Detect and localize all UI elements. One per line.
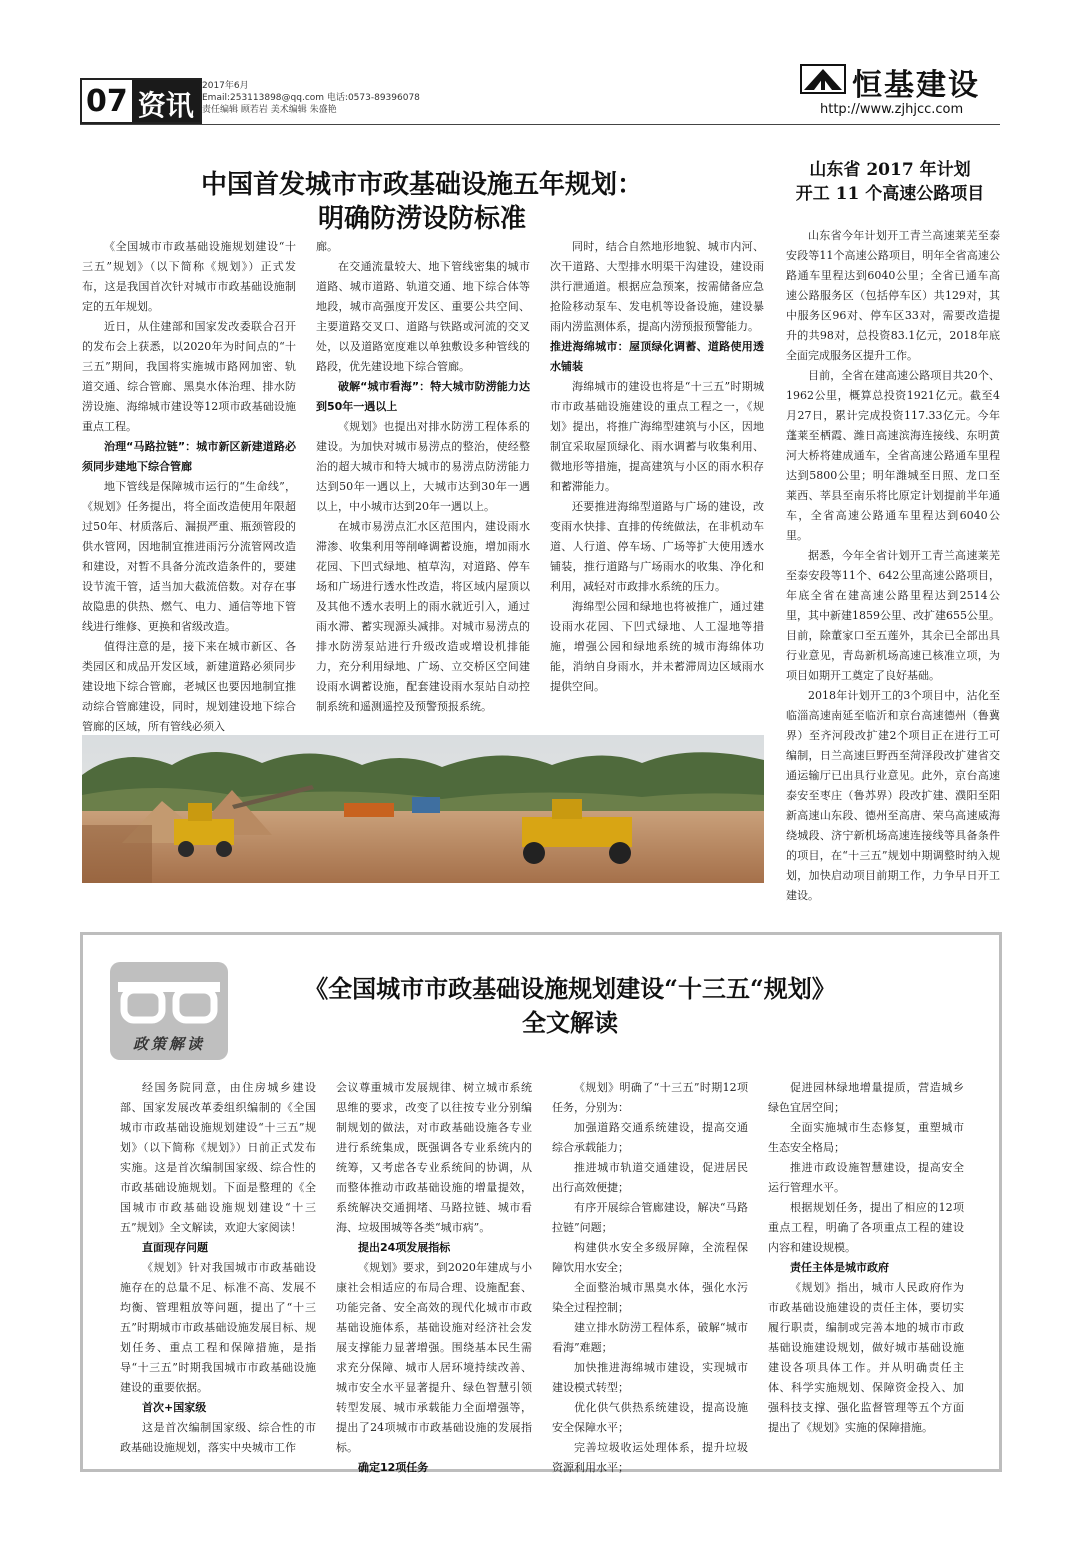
paragraph: 促进园林绿地增量提质，营造城乡绿色宜居空间；	[768, 1081, 964, 1114]
subheading: 直面现存问题	[142, 1241, 208, 1254]
box-column-4	[768, 1078, 964, 1438]
issue-meta	[202, 80, 420, 116]
paragraph: 推进城市轨道交通建设，促进居民出行高效便捷；	[552, 1161, 748, 1194]
paragraph: 加强道路交通系统建设，提高交通综合承载能力；	[552, 1121, 748, 1154]
construction-site-photo	[82, 735, 764, 883]
section-name: 资讯	[132, 80, 200, 122]
subheading: 破解“城市看海”：特大城市防涝能力达到50年一遇以上	[316, 380, 530, 413]
badge-label: 政策解读	[132, 1035, 205, 1053]
main-article-column-1	[82, 237, 296, 737]
paragraph: 还要推进海绵型道路与广场的建设，改变雨水快排、直排的传统做法，在非机动车道、人行道、停车场、广场等扩大使用透水铺装，推行道路与广场雨水的收集、净化和利用，减轻对市政排水系统的压力。	[550, 500, 764, 593]
paragraph: 有序开展综合管廊建设，解决“马路拉链”问题；	[552, 1201, 748, 1234]
paragraph: 加快推进海绵城市建设，实现城市建设模式转型；	[552, 1361, 748, 1394]
paragraph: 全面整治城市黑臭水体，强化水污染全过程控制；	[552, 1281, 748, 1314]
side-title-line-2: 开工 11 个高速公路项目	[795, 184, 985, 204]
paragraph: 同时，结合自然地形地貌、城市内河、次干道路、大型排水明渠干沟建设，建设雨洪行泄通道。根据应急预案，按需储备应急抢险移动泵车、发电机等设备设施，建设暴雨内涝监测体系，提高内涝预报预警能力。	[550, 240, 764, 333]
paragraph: 海绵城市的建设也将是“十三五”时期城市市政基础设施建设的重点工程之一，《规划》提出，将推广海绵型建筑与小区，因地制宜采取屋顶绿化、雨水调蓄与收集利用、微地形等措施，提高建筑与小区的雨水积存和蓄滞能力。	[550, 380, 764, 493]
box-title-line-1: 《全国城市市政基础设施规划建设“十三五“规划》	[304, 974, 836, 1003]
editor-credits: 责任编辑 顾若岩 美术编辑 朱盛艳	[202, 105, 337, 115]
side-article-body	[786, 226, 1000, 906]
side-title-line-1: 山东省 2017 年计划	[809, 160, 971, 180]
paragraph: 《规划》要求，到2020年建成与小康社会相适应的布局合理、设施配套、功能完备、安全高效的现代化城市市政基础设施体系，基础设施对经济社会发展支撑能力显著增强。围绕基本民生需求充分保障、城市人居环境持续改善、城市安全水平显著提升、绿色智慧引领转型发展、城市承载能力全面增强等，提出了24项城市市政基础设施的发展指标。	[336, 1261, 532, 1454]
company-logo-icon	[800, 64, 846, 94]
paragraph: 山东省今年计划开工青兰高速莱芜至泰安段等11个高速公路项目，明年全省高速公路通车里程达到6040公里；全省已通车高速公路服务区（包括停车区）共129对，其中服务区96对、停车区33对，需要改造提升的共98对，总投资83.1亿元，2018年底全面完成服务区提升工作。	[786, 229, 1000, 362]
glasses-icon	[110, 972, 228, 1032]
paragraph: 近日，从住建部和国家发改委联合召开的发布会上获悉，以2020年为时间点的“十三五”期间，我国将实施城市路网加密、轨道交通、综合管廊、黑臭水体治理、排水防涝设施、海绵城市建设等12项市政基础设施重点工程。	[82, 320, 296, 433]
paragraph: 建立排水防涝工程体系，破解“城市看海”难题；	[552, 1321, 748, 1354]
paragraph: 海绵型公园和绿地也将被推广，通过建设雨水花园、下凹式绿地、人工湿地等措施，增强公园和绿地系统的城市海绵体功能，消纳自身雨水，并未蓄滞周边区域雨水提供空间。	[550, 600, 764, 693]
box-column-3	[552, 1078, 748, 1478]
issue-date: 2017年6月	[202, 81, 249, 91]
page-number-block	[80, 78, 202, 124]
paragraph: 在交通流量较大、地下管线密集的城市道路、城市道路、轨道交通、地下综合体等地段，城市高强度开发区、重要公共空间、主要道路交叉口、道路与铁路或河流的交叉处，以及道路宽度难以单独敷设多种管线的路段，优先建设地下综合管廊。	[316, 260, 530, 373]
main-title-line-2: 明确防涝设防标准	[317, 204, 526, 234]
paragraph: 《规划》指出，城市人民政府作为市政基础设施建设的责任主体，要切实履行职责，编制或完善本地的城市市政基础设施建设规划，做好城市基础设施建设各项具体工作。并从明确责任主体、科学实施规划、保障资金投入、加强科技支撑、强化监督管理等五个方面提出了《规划》实施的保障措施。	[768, 1281, 964, 1434]
header-rule	[80, 124, 1000, 125]
paragraph: 廊。	[316, 240, 338, 253]
paragraph: 会议尊重城市发展规律、树立城市系统思维的要求，改变了以往按专业分别编制规划的做法，对市政基础设施各专业进行系统集成，既强调各专业系统内的统筹，又考虑各专业系统间的协调，从而整体推动市政基础设施的增量提效，系统解决交通拥堵、马路拉链、城市看海、垃圾围城等各类“城市病”。	[336, 1081, 532, 1234]
box-column-2	[336, 1078, 532, 1478]
paragraph: 完善垃圾收运处理体系，提升垃圾资源利用水平；	[552, 1441, 748, 1474]
company-name: 恒基建设	[852, 68, 980, 103]
paragraph: 经国务院同意，由住房城乡建设部、国家发展改革委组织编制的《全国城市市政基础设施规划建设“十三五”规划》（以下简称《规划》）日前正式发布实施。这是首次编制国家级、综合性的市政基础设施规划。下面是整理的《全国城市市政基础设施规划建设“十三五”规划》全文解读，欢迎大家阅读！	[120, 1081, 316, 1234]
paragraph: 构建供水安全多级屏障，全流程保障饮用水安全；	[552, 1241, 748, 1274]
subheading: 确定12项任务	[358, 1461, 429, 1474]
subheading: 推进海绵城市：屋顶绿化调蓄、道路使用透水铺装	[550, 340, 764, 373]
paragraph: 2018年计划开工的3个项目中，沾化至临淄高速南延至临沂和京台高速德州（鲁冀界）至齐河段改扩建2个项目正在进行工可编制，日兰高速巨野西至菏泽段改扩建省交通运输厅已出具行业意见。此外，京台高速泰安至枣庄（鲁苏界）段改扩建、濮阳至阳新高速山东段、德州至高唐、荣乌高速威海绕城段、济宁新机场高速连接线等具备条件的项目，在“十三五”规划中期调整时纳入规划，加快启动项目前期工作，力争早日开工建设。	[786, 689, 1000, 902]
main-article-column-2	[316, 237, 530, 717]
contact-info: Email:253113898@qq.com 电话:0573-89396078	[202, 93, 420, 103]
paragraph: 《规划》也提出对排水防涝工程体系的建设。为加快对城市易涝点的整治，使经整治的超大城市和特大城市的易涝点防涝能力达到50年一遇以上，大城市达到30年一遇以上，中小城市达到20年一遇以上。	[316, 420, 530, 513]
policy-interpretation-badge	[110, 962, 228, 1060]
main-title-line-1: 中国首发城市市政基础设施五年规划：	[200, 170, 643, 200]
paragraph: 地下管线是保障城市运行的“生命线”，《规划》任务提出，将全面改造使用年限超过50年、材质落后、漏损严重、瓶颈管段的供水管网，因地制宜推进雨污分流管网改造和建设，对暂不具备分流改造条件的，要建设节流干管，适当加大截流倍数。对存在事故隐患的供热、燃气、电力、通信等地下管线进行维修、更换和省级改造。	[82, 480, 296, 633]
paragraph: 推进市政设施智慧建设，提高安全运行管理水平。	[768, 1161, 964, 1194]
side-article-title	[780, 158, 1000, 206]
box-column-1	[120, 1078, 316, 1458]
subheading: 首次+国家级	[142, 1401, 207, 1414]
main-article-column-3	[550, 237, 764, 697]
paragraph: 全面实施城市生态修复，重塑城市生态安全格局；	[768, 1121, 964, 1154]
paragraph: 根据规划任务，提出了相应的12项重点工程，明确了各项重点工程的建设内容和建设规模。	[768, 1201, 964, 1254]
company-logo	[800, 60, 1000, 122]
subheading: 责任主体是城市政府	[790, 1261, 889, 1274]
subheading: 治理“马路拉链”：城市新区新建道路必须同步建地下综合管廊	[82, 440, 296, 473]
paragraph: 《规划》针对我国城市市政基础设施存在的总量不足、标准不高、发展不均衡、管理粗放等问题，提出了“十三五”时期城市市政基础设施发展目标、规划任务、重点工程和保障措施，是指导“十三五”时期我国城市市政基础设施建设的重要依据。	[120, 1261, 316, 1394]
paragraph: 目前，全省在建高速公路项目共20个、1962公里，概算总投资1921亿元。截至4月27日，累计完成投资117.33亿元。今年蓬莱至栖霞、潍日高速滨海连接线、东明黄河大桥将建成通车，全省高速公路通车里程达到5800公里；明年潍城至日照、龙口至莱西、莘县至南乐将比原定计划提前半年通车，全省高速公路通车里程达到6040公里。	[786, 369, 1000, 542]
paragraph: 优化供气供热系统建设，提高设施安全保障水平；	[552, 1401, 748, 1434]
paragraph: 这是首次编制国家级、综合性的市政基础设施规划，落实中央城市工作	[120, 1421, 316, 1454]
box-title-line-2: 全文解读	[522, 1008, 618, 1037]
page-number: 07	[86, 84, 128, 119]
box-title	[240, 972, 900, 1040]
subheading: 提出24项发展指标	[358, 1241, 451, 1254]
paragraph: 值得注意的是，接下来在城市新区、各类园区和成品开发区域，新建道路必须同步建设地下综合管廊，老城区也要因地制宜推动综合管廊建设，同时，规划建设地下综合管廊的区域，所有管线必须入	[82, 640, 296, 733]
construction-site-illustration	[82, 735, 764, 883]
paragraph: 据悉，今年全省计划开工青兰高速莱芜至泰安段等11个、642公里高速公路项目，年底全省在建高速公路里程达到2514公里，其中新建1859公里、改扩建655公里。目前，除董家口至五莲外，其余已全部出具行业意见，青岛新机场高速已核准立项，为项目如期开工奠定了良好基础。	[786, 549, 1000, 682]
paragraph: 《规划》明确了“十三五”时期12项任务，分别为：	[552, 1081, 748, 1114]
paragraph: 在城市易涝点汇水区范围内，建设雨水滞渗、收集利用等削峰调蓄设施，增加雨水花园、下凹式绿地、植草沟，对道路、停车场和广场进行透水性改造，将区域内屋顶以及其他不透水表明上的雨水就近引入，通过雨水滞、蓄实现源头减排。对城市易涝点的排水防涝泵站进行升级改造或增设机排能力，充分利用绿地、广场、立交桥区空间建设雨水调蓄设施，配套建设雨水泵站自动控制系统和遥测遥控及预警预报系统。	[316, 520, 530, 713]
paragraph: 《全国城市市政基础设施规划建设“十三五”规划》（以下简称《规划》）正式发布，这是我国首次针对城市市政基础设施制定的五年规划。	[82, 240, 296, 313]
company-url[interactable]: http://www.zjhjcc.com	[820, 102, 964, 117]
main-article-title	[82, 168, 762, 236]
